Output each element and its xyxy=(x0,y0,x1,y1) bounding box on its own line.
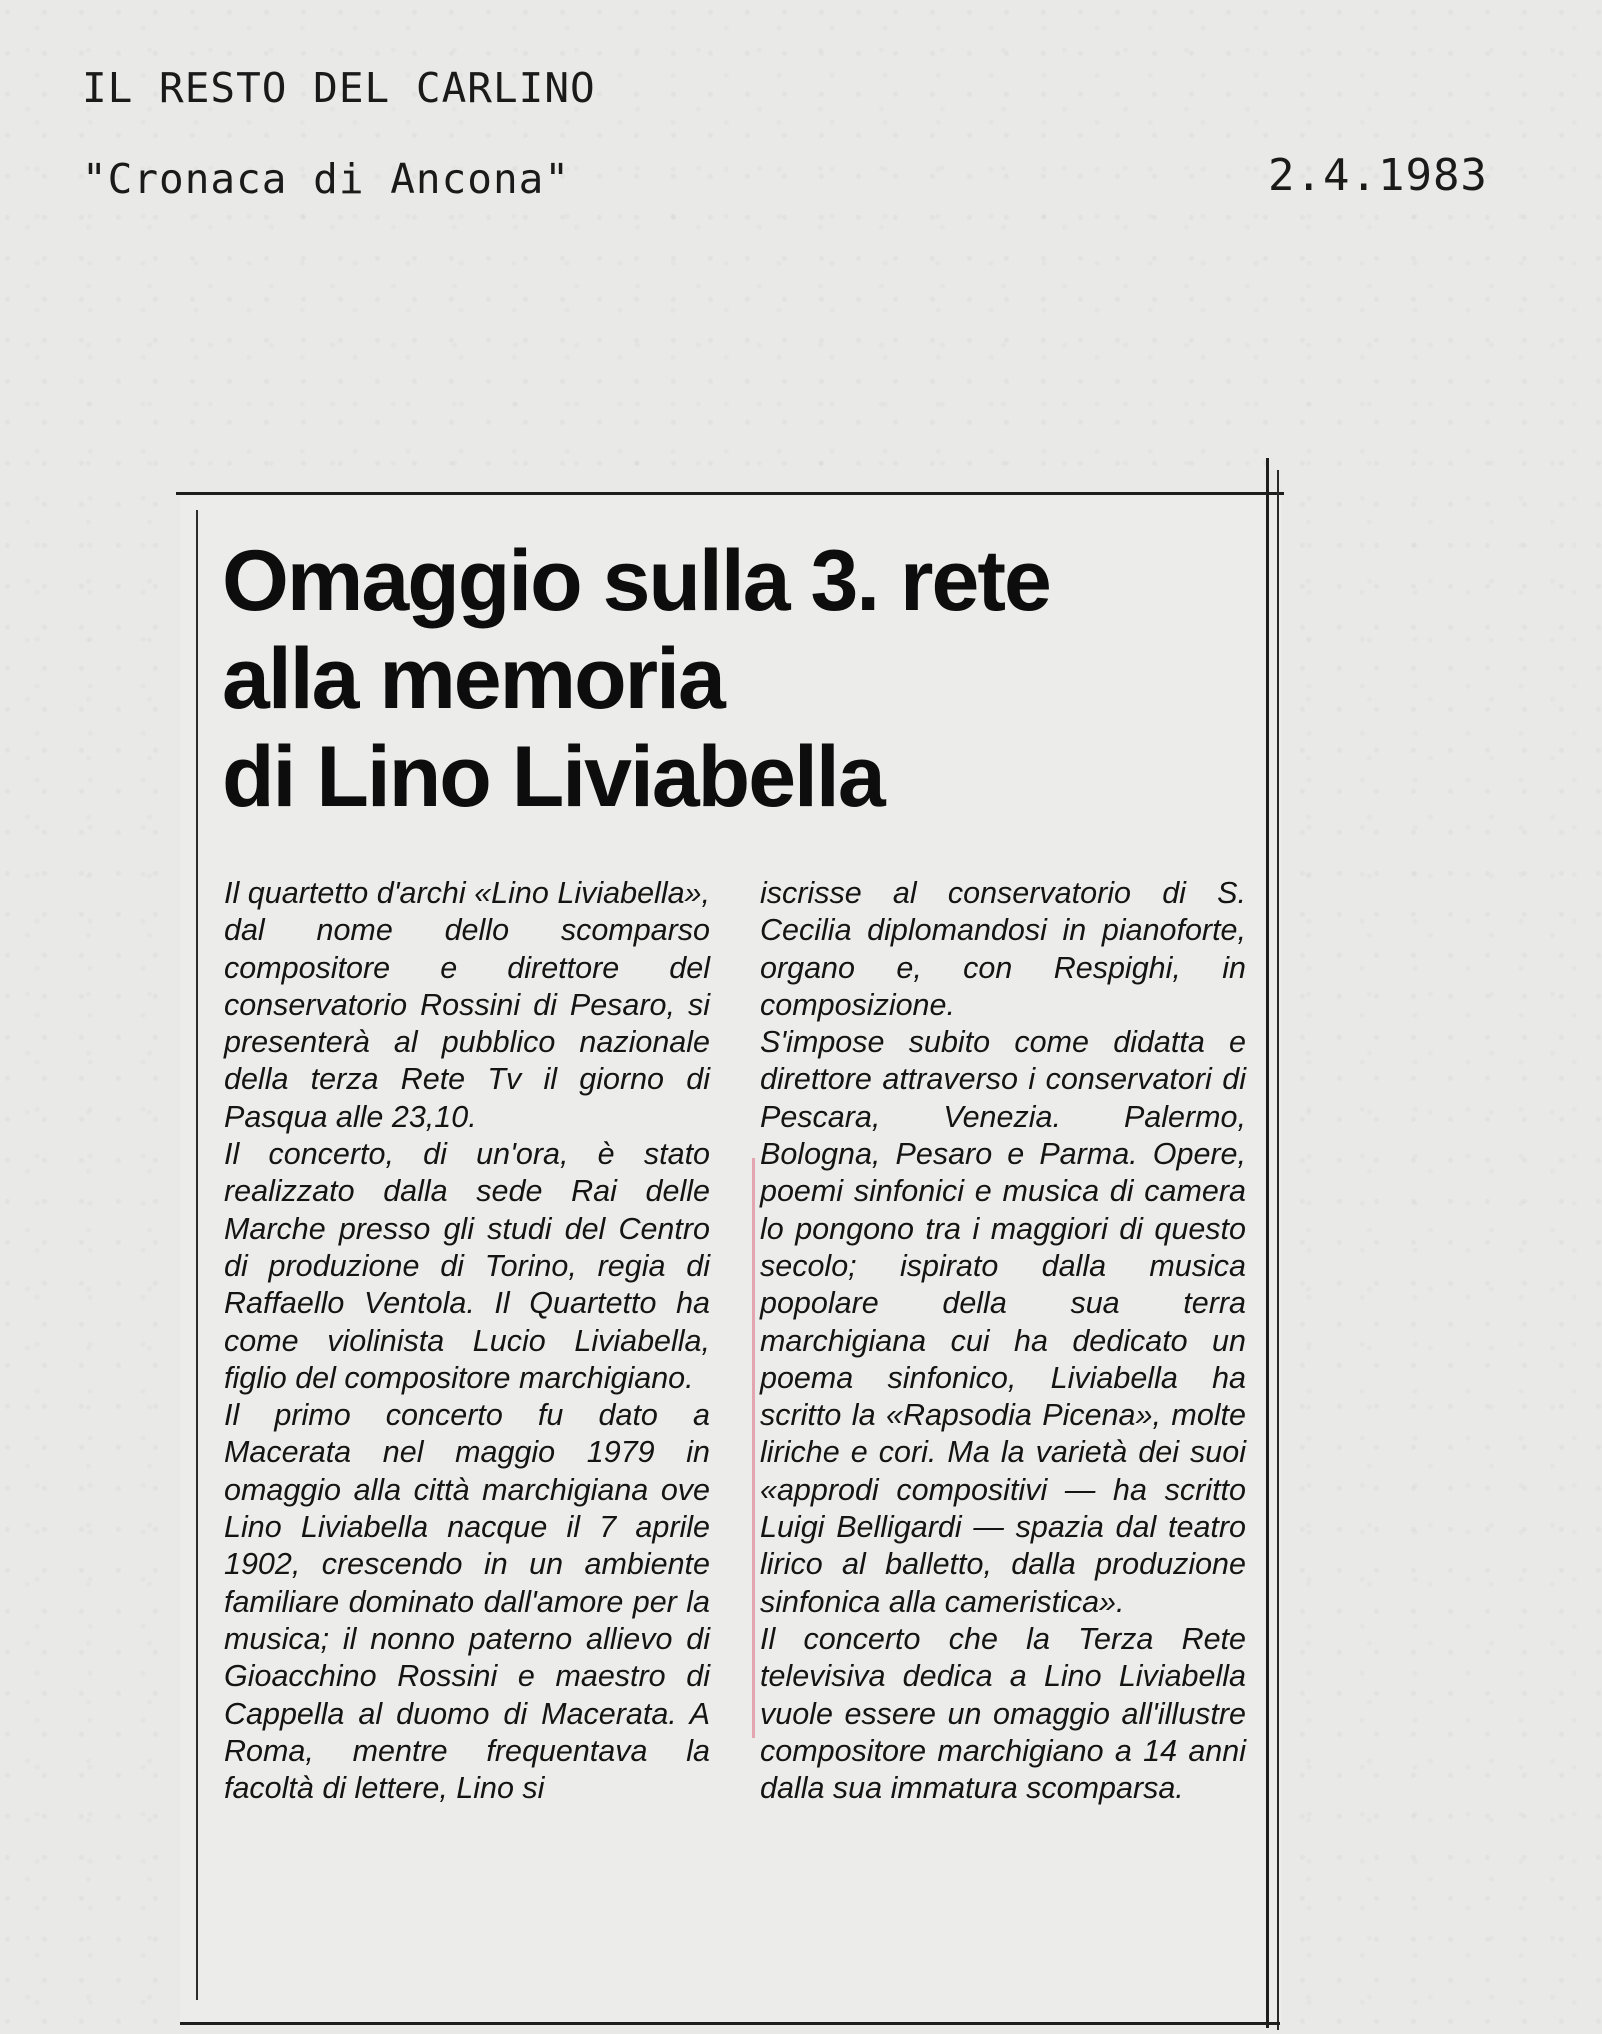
margin-pencil-mark xyxy=(752,1158,755,1738)
paragraph: Il quartetto d'archi «Lino Liviabella», dal nome dello scomparso compositore e direttore del conservatorio Rossini di Pesaro, si presenterà al pubblico nazionale della terza Rete Tv il giorno di Pasqua alle 23,10. xyxy=(224,876,710,1134)
paragraph: Il concerto che la Terza Rete televisiva dedica a Lino Liviabella vuole essere un omaggio all'illustre compositore marchigiano a 14 anni dalla sua immatura scomparsa. xyxy=(760,1621,1246,1806)
headline-line-1: Omaggio sulla 3. rete xyxy=(222,533,1050,629)
paragraph: S'impose subito come didatta e direttore attraverso i conservatori di Pescara, Venezia. Palermo, Bologna, Pesaro e Parma. Opere, poemi sinfonici e musica di camera lo pongono tra i maggiori di questo secolo; ispirato dalla musica popolare della sua terra marchigiana cui ha dedicato un poema sinfonico, Liviabella ha scritto la «Rapsodia Picena», molte liriche e cori. Ma la varietà dei suoi «approdi compositivi — ha scritto Luigi Belligardi — spazia dal teatro lirico al balletto, dalla produzione sinfonica alla cameristica». xyxy=(760,1025,1246,1619)
headline-line-3: di Lino Liviabella xyxy=(222,729,884,825)
headline-line-2: alla memoria xyxy=(222,631,724,727)
paragraph: Il concerto, di un'ora, è stato realizzato dalla sede Rai delle Marche presso gli studi del Centro di produzione di Torino, regia di Raffaello Ventola. Il Quartetto ha come violinista Lucio Liviabella, figlio del compositore marchigiano. xyxy=(224,1137,710,1395)
paragraph: iscrisse al conservatorio di S. Cecilia diplomandosi in pianoforte, organo e, con Respighi, in composizione. xyxy=(760,876,1246,1022)
article-column-right xyxy=(760,875,1246,1807)
clipping-top-rule xyxy=(176,492,1284,495)
article-column-left xyxy=(224,875,710,1807)
newspaper-name: IL RESTO DEL CARLINO xyxy=(82,64,596,112)
article-headline xyxy=(222,532,1262,826)
clipping-bottom-rule xyxy=(180,2022,1280,2025)
clipping-left-rule xyxy=(196,510,198,2000)
section-name: "Cronaca di Ancona" xyxy=(82,155,570,203)
clipping-right-rule-outer xyxy=(1277,470,1279,2030)
paragraph: Il primo concerto fu dato a Macerata nel maggio 1979 in omaggio alla città marchigiana ove Lino Liviabella nacque il 7 aprile 1902, crescendo in un ambiente familiare dominato dall'amore per la musica; il nonno paterno allievo di Gioacchino Rossini e maestro di Cappella al duomo di Macerata. A Roma, mentre frequentava la facoltà di lettere, Lino si xyxy=(224,1398,710,1806)
clipping-right-rule xyxy=(1266,458,1269,2028)
article-date: 2.4.1983 xyxy=(1268,150,1488,201)
